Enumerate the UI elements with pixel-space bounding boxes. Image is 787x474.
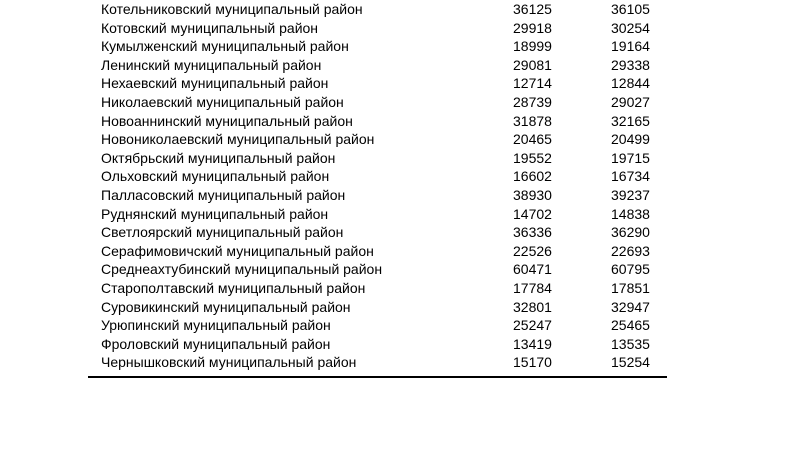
table-row bbox=[88, 335, 667, 354]
value-col-2: 36105 bbox=[611, 1, 650, 17]
district-name: Ленинский муниципальный район bbox=[101, 56, 322, 73]
table-row bbox=[88, 316, 667, 335]
value-col-1: 14702 bbox=[513, 205, 552, 222]
table-row bbox=[88, 186, 667, 205]
table-row bbox=[88, 223, 667, 242]
district-name: Ольховский муниципальный район bbox=[101, 168, 330, 185]
value-col-1: 29918 bbox=[513, 19, 552, 36]
district-name: Серафимовичский муниципальный район bbox=[101, 242, 374, 259]
table-row bbox=[88, 149, 667, 168]
value-col-2: 19164 bbox=[611, 38, 650, 55]
table-row bbox=[88, 19, 667, 38]
value-col-1: 28739 bbox=[513, 93, 552, 110]
district-name: Светлоярский муниципальный район bbox=[101, 224, 344, 241]
table-row bbox=[88, 167, 667, 186]
district-name: Палласовский муниципальный район bbox=[101, 186, 346, 203]
value-col-1: 20465 bbox=[513, 131, 552, 148]
district-name: Старополтавский муниципальный район bbox=[101, 279, 366, 296]
table-row bbox=[88, 56, 667, 75]
value-col-1: 38930 bbox=[513, 186, 552, 203]
value-col-1: 22526 bbox=[513, 242, 552, 259]
value-col-1: 36336 bbox=[513, 224, 552, 241]
district-name: Руднянский муниципальный район bbox=[101, 205, 329, 222]
value-col-2: 30254 bbox=[611, 19, 650, 36]
value-col-2: 20499 bbox=[611, 131, 650, 148]
district-name: Урюпинский муниципальный район bbox=[101, 317, 331, 334]
district-name: Суровикинский муниципальный район bbox=[101, 298, 351, 315]
value-col-2: 14838 bbox=[611, 205, 650, 222]
value-col-2: 32165 bbox=[611, 112, 650, 129]
table-row bbox=[88, 260, 667, 279]
district-name: Чернышковский муниципальный район bbox=[101, 354, 357, 371]
district-table bbox=[88, 0, 667, 372]
value-col-1: 60471 bbox=[513, 261, 552, 278]
value-col-1: 15170 bbox=[513, 354, 552, 371]
value-col-1: 16602 bbox=[513, 168, 552, 185]
value-col-1: 13419 bbox=[513, 335, 552, 352]
table-row bbox=[88, 279, 667, 298]
value-col-2: 16734 bbox=[611, 168, 650, 185]
value-col-1: 32801 bbox=[513, 298, 552, 315]
district-name: Кумылженский муниципальный район bbox=[101, 38, 349, 55]
value-col-2: 25465 bbox=[611, 317, 650, 334]
table-bottom-rule bbox=[88, 376, 667, 378]
district-name: Новониколаевский муниципальный район bbox=[101, 131, 375, 148]
district-name: Котельниковский муниципальный район bbox=[101, 1, 363, 17]
district-name: Котовский муниципальный район bbox=[101, 19, 319, 36]
value-col-2: 32947 bbox=[611, 298, 650, 315]
district-name: Октябрьский муниципальный район bbox=[101, 149, 336, 166]
table-row bbox=[88, 130, 667, 149]
value-col-2: 13535 bbox=[611, 335, 650, 352]
value-col-1: 25247 bbox=[513, 317, 552, 334]
value-col-2: 22693 bbox=[611, 242, 650, 259]
value-col-1: 19552 bbox=[513, 149, 552, 166]
value-col-2: 19715 bbox=[611, 149, 650, 166]
value-col-1: 17784 bbox=[513, 279, 552, 296]
table-row bbox=[88, 242, 667, 261]
district-name: Николаевский муниципальный район bbox=[101, 93, 344, 110]
district-name: Среднеахтубинский муниципальный район bbox=[101, 261, 383, 278]
value-col-2: 29027 bbox=[611, 93, 650, 110]
value-col-2: 12844 bbox=[611, 75, 650, 92]
table-row bbox=[88, 74, 667, 93]
table-row bbox=[88, 93, 667, 112]
value-col-2: 36290 bbox=[611, 224, 650, 241]
table-row bbox=[88, 298, 667, 317]
value-col-2: 39237 bbox=[611, 186, 650, 203]
value-col-2: 15254 bbox=[611, 354, 650, 371]
value-col-1: 29081 bbox=[513, 56, 552, 73]
value-col-1: 31878 bbox=[513, 112, 552, 129]
table-row bbox=[88, 37, 667, 56]
table-row bbox=[88, 353, 667, 372]
district-name: Фроловский муниципальный район bbox=[101, 335, 331, 352]
district-name: Нехаевский муниципальный район bbox=[101, 75, 329, 92]
table-row bbox=[88, 205, 667, 224]
value-col-1: 12714 bbox=[513, 75, 552, 92]
district-name: Новоаннинский муниципальный район bbox=[101, 112, 353, 129]
value-col-2: 60795 bbox=[611, 261, 650, 278]
table-row bbox=[88, 0, 667, 19]
value-col-1: 36125 bbox=[513, 1, 552, 17]
table-row bbox=[88, 112, 667, 131]
value-col-2: 17851 bbox=[611, 279, 650, 296]
value-col-1: 18999 bbox=[513, 38, 552, 55]
value-col-2: 29338 bbox=[611, 56, 650, 73]
